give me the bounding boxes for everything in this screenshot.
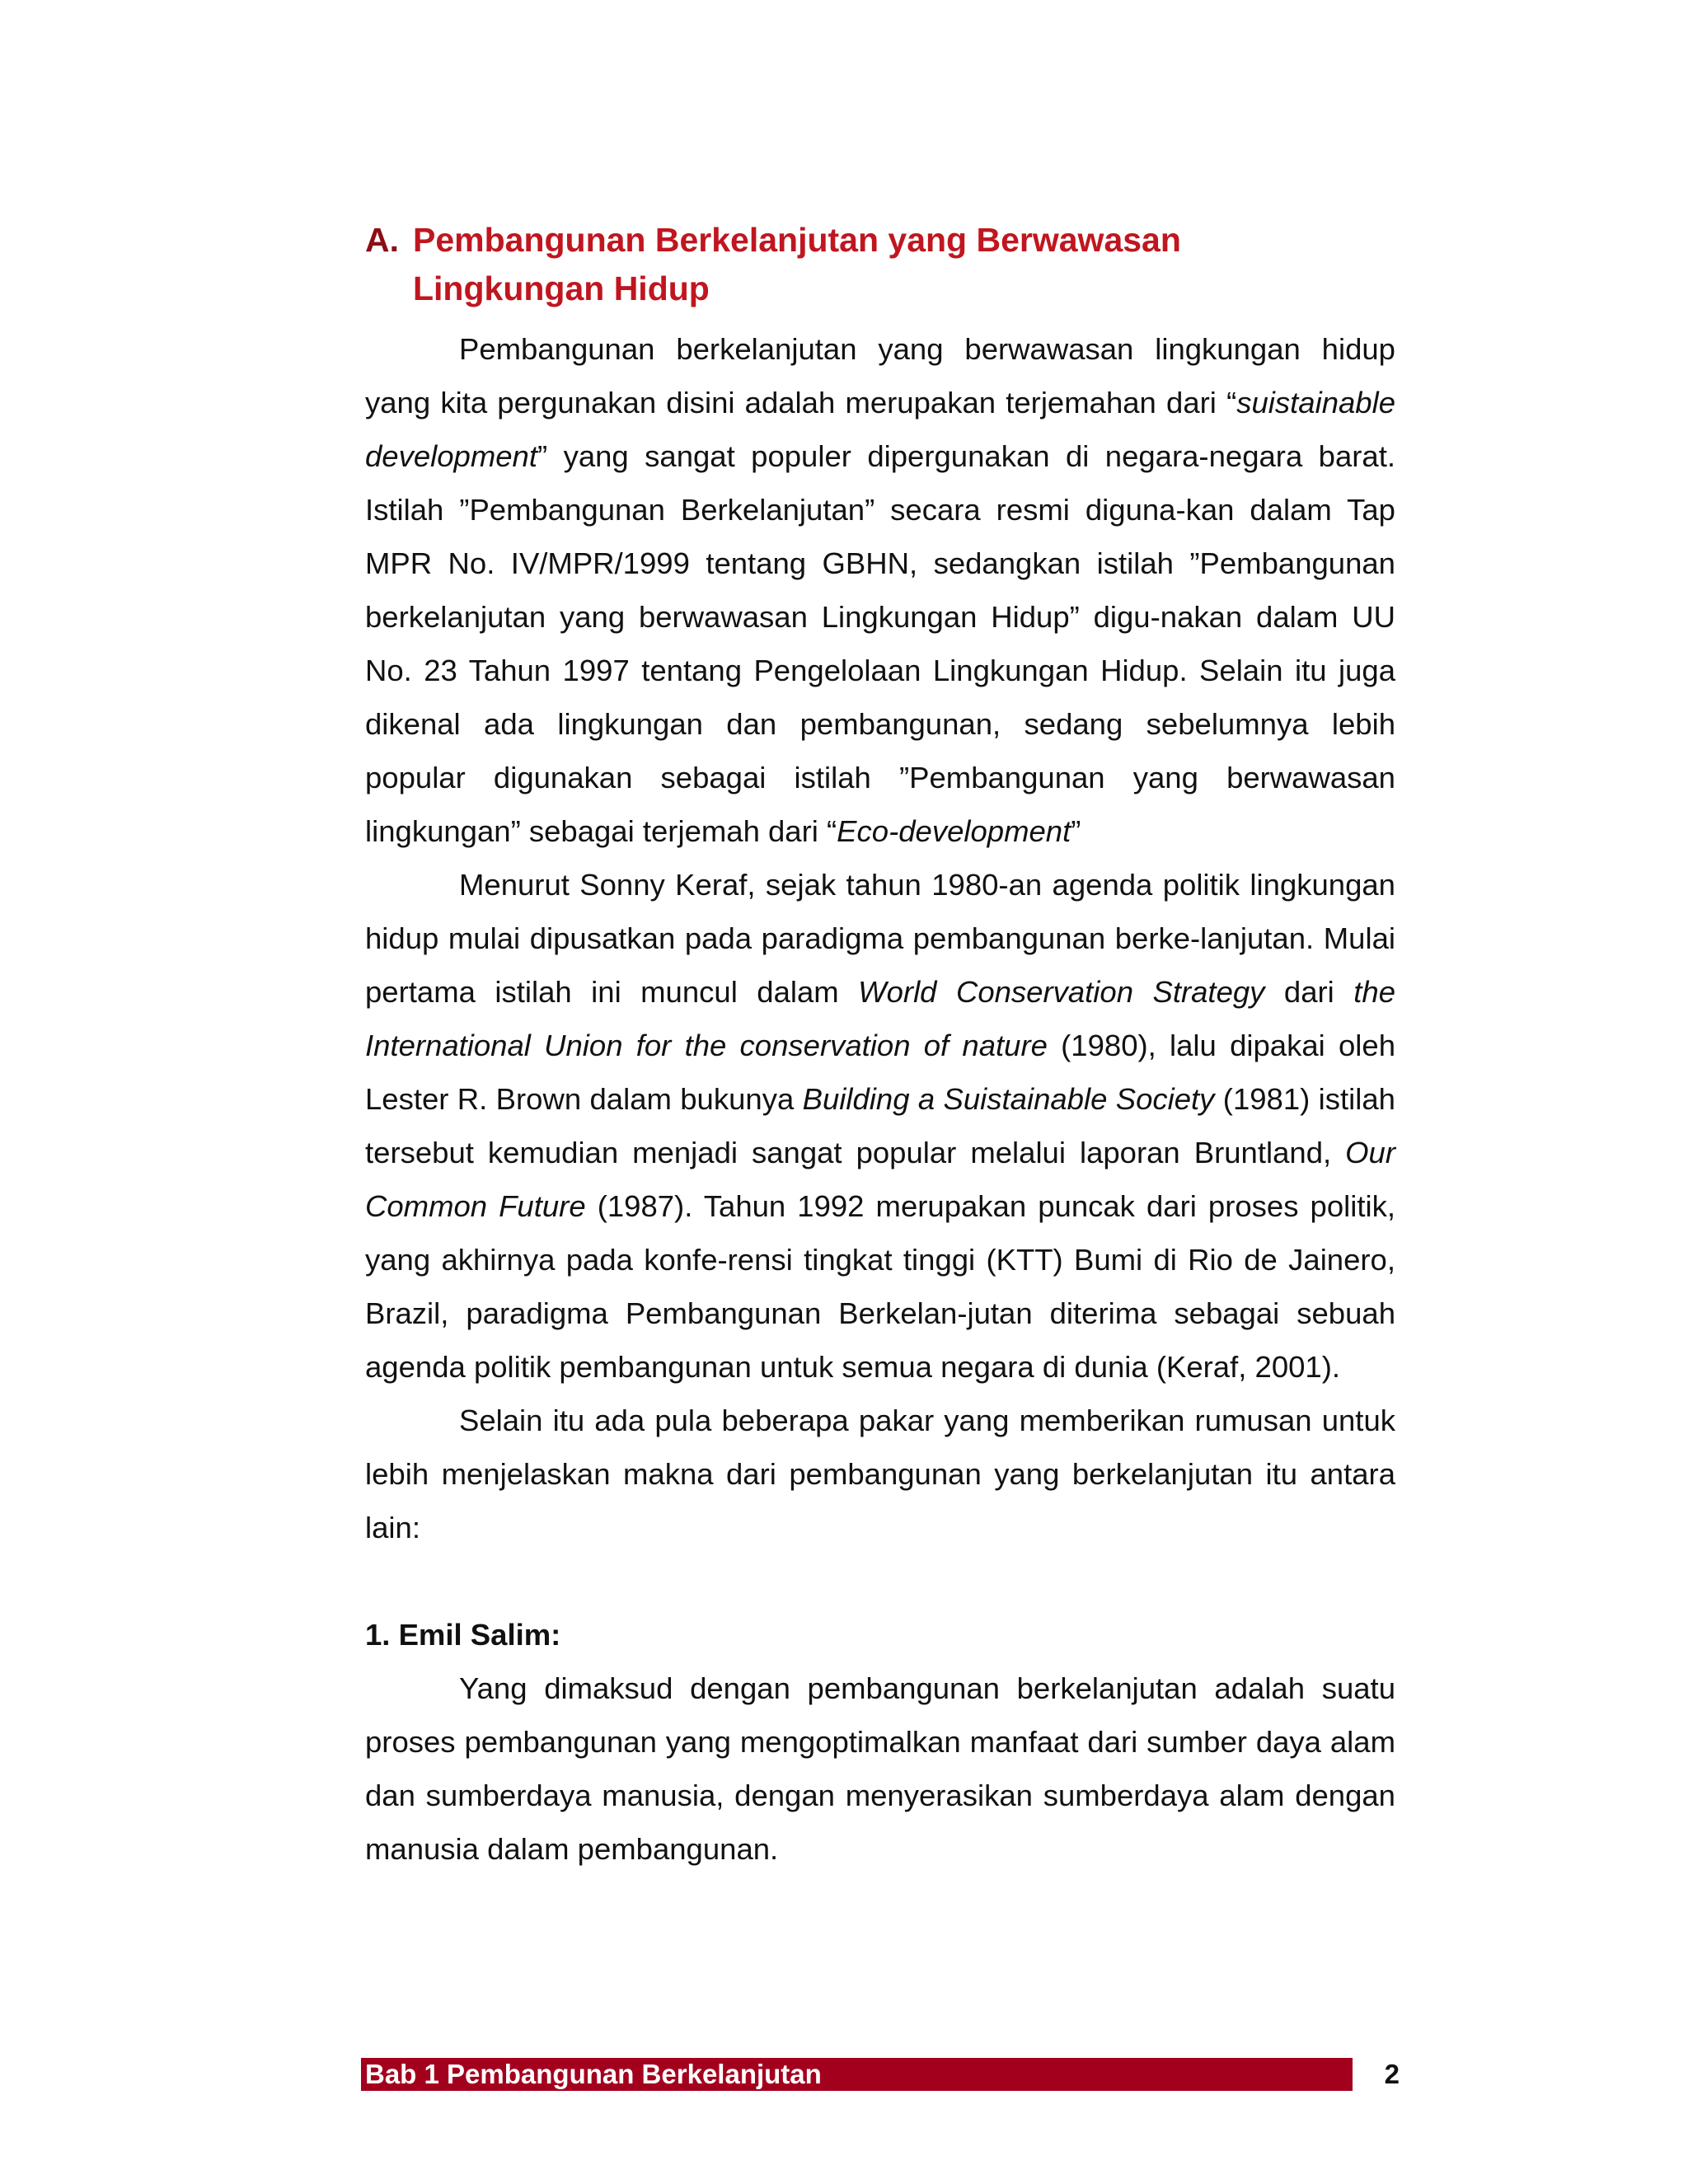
paragraph-1-text-a: Pembangunan berkelanjutan yang berwawasan lingkungan hidup yang kita pergunakan disini adalah merupakan terjemahan dari “: [365, 332, 1395, 419]
section-letter: A.: [365, 221, 399, 259]
section-title-line-2: Lingkungan Hidup: [413, 269, 710, 307]
paragraph-1-italic-a: suistainable development: [365, 386, 1395, 473]
paragraph-3: Selain itu ada pula beberapa pakar yang memberikan rumusan untuk lebih menjelaskan makna dari pembangunan yang berkelanjutan itu antara lain:: [365, 1404, 1395, 1544]
paragraph-2-italic-d: Our Common Future: [365, 1136, 1395, 1223]
body-text: [365, 322, 1395, 1876]
paragraph-2-text-b: dari: [1264, 975, 1354, 1009]
paragraph-emil-salim: Yang dimaksud dengan pembangunan berkelanjutan adalah suatu proses pembangunan yang mengoptimalkan manfaat dari sumber daya alam dan sumberdaya manusia, dengan menyerasikan sumberdaya alam dengan manusia dalam pembangunan.: [365, 1671, 1395, 1866]
paragraph-1-italic-b: Eco-development: [837, 814, 1071, 848]
paragraph-1: [365, 322, 1395, 858]
section-title-line-1: Pembangunan Berkelanjutan yang Berwawasan: [413, 221, 1181, 259]
paragraph-2: [365, 858, 1395, 1394]
footer-chapter-title: Bab 1 Pembangunan Berkelanjutan: [365, 2059, 822, 2089]
paragraph-1-text-c: ”: [1071, 814, 1081, 848]
section-heading: [365, 216, 1404, 313]
paragraph-2-italic-b: the International Union for the conservation of nature: [365, 975, 1395, 1062]
paragraph-2-text-a: Menurut Sonny Keraf, sejak tahun 1980-an agenda politik lingkungan hidup mulai dipusatkan pada paradigma pembangunan berke-lanjutan. Mulai pertama istilah ini muncul dalam: [365, 868, 1395, 1009]
page-number: 2: [1384, 2059, 1400, 2089]
subsection-heading-emil-salim: 1. Emil Salim:: [365, 1618, 561, 1652]
paragraph-2-text-d: (1981) istilah tersebut kemudian menjadi sangat popular melalui laporan Bruntland,: [365, 1082, 1395, 1169]
paragraph-2-italic-a: World Conservation Strategy: [858, 975, 1265, 1009]
paragraph-2-text-e: (1987). Tahun 1992 merupakan puncak dari proses politik, yang akhirnya pada konfe-rensi tingkat tinggi (KTT) Bumi di Rio de Jainero, Brazil, paradigma Pembangunan Berkelan-jutan diterima sebagai sebuah agenda politik pembangunan untuk semua negara di dunia (Keraf, 2001).: [365, 1189, 1395, 1384]
paragraph-2-italic-c: Building a Suistainable Society: [802, 1082, 1215, 1116]
paragraph-1-text-b: ” yang sangat populer dipergunakan di negara-negara barat. Istilah ”Pembangunan Berkelanjutan” secara resmi diguna-kan dalam Tap MPR No. IV/MPR/1999 tentang GBHN, sedangkan istilah ”Pembangunan berkelanjutan yang berwawasan Lingkungan Hidup” digu-nakan dalam UU No. 23 Tahun 1997 tentang Pengelolaan Lingkungan Hidup. Selain itu juga dikenal ada lingkungan dan pembangunan, sedang sebelumnya lebih popular digunakan sebagai istilah ”Pembangunan yang berwawasan lingkungan” sebagai terjemah dari “: [365, 439, 1395, 848]
paragraph-2-text-c: (1980), lalu dipakai oleh Lester R. Brown dalam bukunya: [365, 1029, 1395, 1116]
